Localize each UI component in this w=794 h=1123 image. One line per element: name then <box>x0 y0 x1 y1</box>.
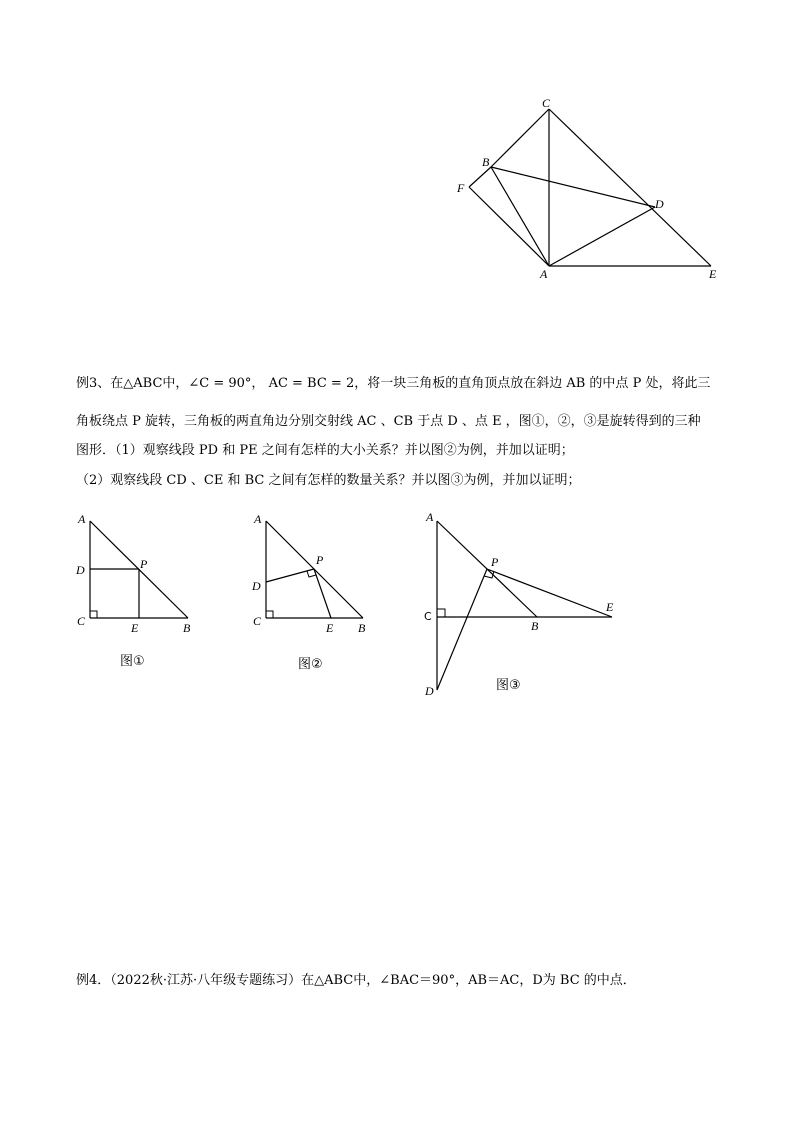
fig3-label-D: D <box>425 684 434 698</box>
fig2-label-E: E <box>326 621 334 635</box>
label-D: D <box>655 197 664 211</box>
label-F: F <box>457 181 465 195</box>
fig2-caption: 图② <box>298 657 323 672</box>
example3-line1: 例3、在△ABC中，∠C = 90°， AC = BC = 2，将一块三角板的直角顶点放在斜边 AB 的中点 P 处，将此三 <box>76 376 711 391</box>
fig3-label-E: E <box>606 600 614 614</box>
example3-line4: （2）观察线段 CD 、CE 和 BC 之间有怎样的数量关系？并以图③为例，并加以证明； <box>76 473 581 488</box>
fig2-label-P: P <box>316 553 324 567</box>
fig2-label-B: B <box>358 621 366 635</box>
label-E: E <box>709 267 717 281</box>
fig3-caption: 图③ <box>496 678 521 693</box>
fig3-label-A: A <box>426 510 434 524</box>
figure-2 <box>266 521 363 618</box>
fig2-label-D: D <box>252 579 261 593</box>
example3-line2: 角板绕点 P 旋转，三角板的两直角边分别交射线 AC 、CB 于点 D 、点 E ，图①，②，③是旋转得到的三种 <box>76 414 701 429</box>
fig1-label-C: C <box>77 614 86 628</box>
label-C: C <box>542 96 551 110</box>
figure-1 <box>90 521 188 618</box>
figure-3 <box>437 521 612 690</box>
example4-line1: 例4．（2022秋·江苏·八年级专题练习）在△ABC中，∠BAC＝90°，AB＝AC，D为 BC 的中点． <box>76 973 636 988</box>
fig2-label-C: C <box>253 614 262 628</box>
fig3-label-C: C <box>424 610 432 623</box>
fig2-label-A: A <box>254 512 262 526</box>
example3-line3: 图形．（1）观察线段 PD 和 PE 之间有怎样的大小关系？并以图②为例，并加以证明； <box>76 443 574 458</box>
fig3-label-B: B <box>531 619 539 633</box>
label-B: B <box>482 155 490 169</box>
label-A: A <box>540 267 548 281</box>
fig1-label-A: A <box>78 512 86 526</box>
fig1-label-B: B <box>183 621 191 635</box>
fig1-caption: 图① <box>120 654 145 669</box>
fig1-label-E: E <box>131 621 139 635</box>
fig1-label-P: P <box>140 557 148 571</box>
fig1-label-D: D <box>76 563 85 577</box>
fig3-label-P: P <box>491 555 499 569</box>
